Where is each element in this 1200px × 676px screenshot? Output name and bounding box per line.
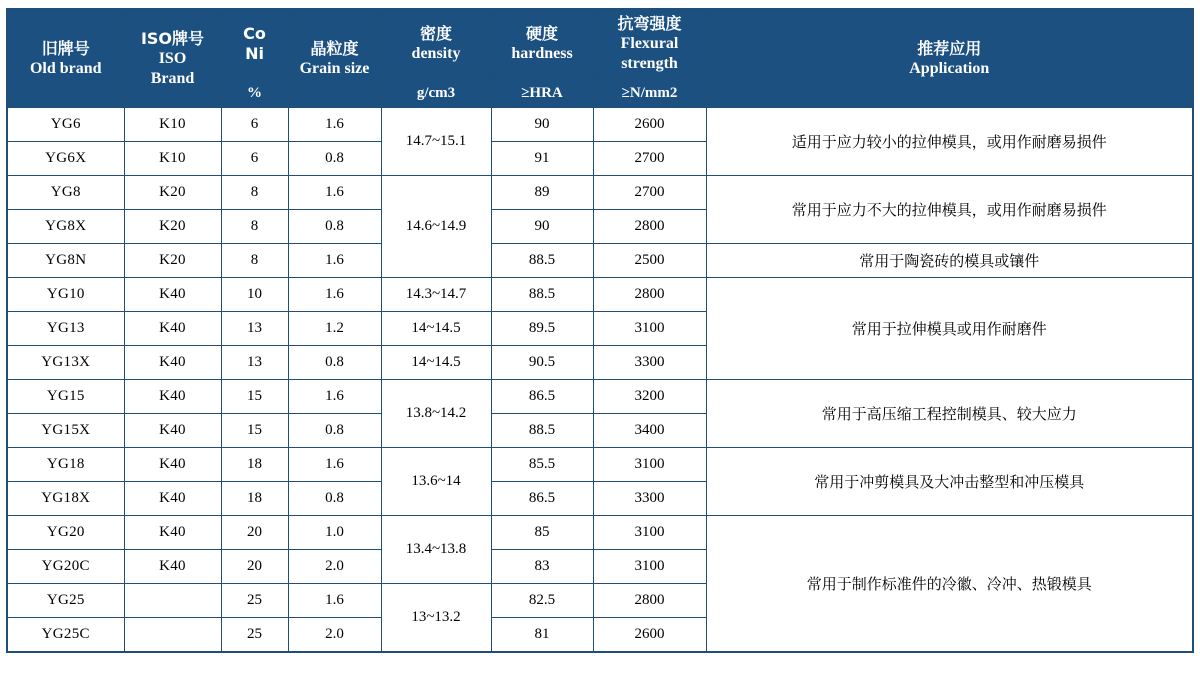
cell-flexural-strength: 3300 bbox=[593, 346, 706, 380]
cell-hardness: 90 bbox=[491, 210, 593, 244]
cell-flexural-strength: 3100 bbox=[593, 550, 706, 584]
table-row bbox=[7, 176, 1193, 210]
cell-density: 14~14.5 bbox=[381, 346, 491, 380]
cell-coni: 8 bbox=[221, 244, 288, 278]
header-hardness bbox=[491, 9, 593, 79]
cell-grain-size: 1.6 bbox=[288, 244, 381, 278]
cell-coni: 13 bbox=[221, 346, 288, 380]
header-application bbox=[706, 9, 1193, 108]
cell-application: 常用于高压缩工程控制模具、较大应力 bbox=[706, 380, 1193, 448]
cell-iso-brand: K40 bbox=[124, 448, 221, 482]
cell-old-brand: YG18X bbox=[7, 482, 124, 516]
cell-hardness: 85.5 bbox=[491, 448, 593, 482]
cell-hardness: 85 bbox=[491, 516, 593, 550]
cell-coni: 8 bbox=[221, 176, 288, 210]
cell-flexural-strength: 2800 bbox=[593, 210, 706, 244]
cell-grain-size: 1.6 bbox=[288, 278, 381, 312]
header-coni-cn: Co bbox=[243, 24, 266, 43]
cell-flexural-strength: 3200 bbox=[593, 380, 706, 414]
cell-coni: 6 bbox=[221, 108, 288, 142]
cell-flexural-strength: 2600 bbox=[593, 108, 706, 142]
cell-old-brand: YG25C bbox=[7, 618, 124, 653]
cell-hardness: 82.5 bbox=[491, 584, 593, 618]
cell-grain-size: 0.8 bbox=[288, 482, 381, 516]
cell-grain-size: 2.0 bbox=[288, 550, 381, 584]
cell-coni: 18 bbox=[221, 482, 288, 516]
cell-iso-brand: K40 bbox=[124, 278, 221, 312]
cell-application: 适用于应力较小的拉伸模具，或用作耐磨易损件 bbox=[706, 108, 1193, 176]
header-row-main bbox=[7, 9, 1193, 79]
cell-density: 14.3~14.7 bbox=[381, 278, 491, 312]
header-flexural-unit: ≥N/mm2 bbox=[593, 79, 706, 108]
cell-density: 14.6~14.9 bbox=[381, 176, 491, 278]
cell-iso-brand: K40 bbox=[124, 346, 221, 380]
header-flexural-en2: strength bbox=[621, 55, 678, 72]
cell-flexural-strength: 2700 bbox=[593, 176, 706, 210]
cell-grain-size: 0.8 bbox=[288, 210, 381, 244]
cell-iso-brand: K10 bbox=[124, 142, 221, 176]
cell-old-brand: YG10 bbox=[7, 278, 124, 312]
cell-application: 常用于应力不大的拉伸模具，或用作耐磨易损件 bbox=[706, 176, 1193, 244]
cell-iso-brand: K20 bbox=[124, 176, 221, 210]
cell-iso-brand: K40 bbox=[124, 482, 221, 516]
header-old-brand-cn: 旧牌号 bbox=[41, 38, 90, 58]
cell-iso-brand bbox=[124, 618, 221, 653]
cell-grain-size: 0.8 bbox=[288, 414, 381, 448]
carbide-grade-table bbox=[6, 8, 1194, 653]
cell-hardness: 81 bbox=[491, 618, 593, 653]
cell-application: 常用于冲剪模具及大冲击整型和冲压模具 bbox=[706, 448, 1193, 516]
cell-coni: 15 bbox=[221, 414, 288, 448]
cell-density: 13~13.2 bbox=[381, 584, 491, 653]
cell-grain-size: 1.6 bbox=[288, 176, 381, 210]
cell-hardness: 86.5 bbox=[491, 380, 593, 414]
header-density-en: density bbox=[411, 45, 461, 62]
cell-iso-brand: K10 bbox=[124, 108, 221, 142]
cell-hardness: 90.5 bbox=[491, 346, 593, 380]
header-old-brand-en: Old brand bbox=[29, 59, 102, 77]
cell-old-brand: YG8N bbox=[7, 244, 124, 278]
header-density-unit: g/cm3 bbox=[381, 79, 491, 108]
cell-grain-size: 1.0 bbox=[288, 516, 381, 550]
cell-old-brand: YG20C bbox=[7, 550, 124, 584]
cell-coni: 25 bbox=[221, 618, 288, 653]
cell-iso-brand: K40 bbox=[124, 414, 221, 448]
header-old-brand bbox=[7, 9, 124, 108]
header-density-cn: 密度 bbox=[419, 24, 452, 43]
cell-grain-size: 1.6 bbox=[288, 448, 381, 482]
cell-hardness: 91 bbox=[491, 142, 593, 176]
header-flexural-strength bbox=[593, 9, 706, 79]
table-row bbox=[7, 108, 1193, 142]
cell-old-brand: YG20 bbox=[7, 516, 124, 550]
cell-application: 常用于拉伸模具或用作耐磨件 bbox=[706, 278, 1193, 380]
header-iso-brand-en2: Brand bbox=[150, 69, 195, 87]
table-header bbox=[7, 9, 1193, 108]
cell-iso-brand: K40 bbox=[124, 380, 221, 414]
cell-flexural-strength: 3100 bbox=[593, 516, 706, 550]
cell-iso-brand: K20 bbox=[124, 244, 221, 278]
cell-grain-size: 0.8 bbox=[288, 142, 381, 176]
cell-old-brand: YG18 bbox=[7, 448, 124, 482]
header-application-cn: 推荐应用 bbox=[917, 38, 982, 58]
header-density bbox=[381, 9, 491, 79]
cell-coni: 15 bbox=[221, 380, 288, 414]
header-coni-cn2: Ni bbox=[245, 44, 264, 63]
cell-flexural-strength: 3100 bbox=[593, 448, 706, 482]
cell-application: 常用于陶瓷砖的模具或镶件 bbox=[706, 244, 1193, 278]
cell-grain-size: 1.6 bbox=[288, 584, 381, 618]
cell-flexural-strength: 2800 bbox=[593, 278, 706, 312]
cell-hardness: 89.5 bbox=[491, 312, 593, 346]
table-row bbox=[7, 278, 1193, 312]
cell-hardness: 86.5 bbox=[491, 482, 593, 516]
cell-coni: 13 bbox=[221, 312, 288, 346]
table-body bbox=[7, 108, 1193, 653]
cell-iso-brand: K40 bbox=[124, 516, 221, 550]
cell-hardness: 88.5 bbox=[491, 414, 593, 448]
cell-coni: 20 bbox=[221, 550, 288, 584]
cell-old-brand: YG15X bbox=[7, 414, 124, 448]
table-row bbox=[7, 380, 1193, 414]
cell-hardness: 90 bbox=[491, 108, 593, 142]
cell-iso-brand bbox=[124, 584, 221, 618]
header-hardness-unit: ≥HRA bbox=[491, 79, 593, 108]
header-coni bbox=[221, 9, 288, 79]
cell-iso-brand: K40 bbox=[124, 550, 221, 584]
header-flexural-cn: 抗弯强度 bbox=[617, 14, 682, 33]
cell-coni: 20 bbox=[221, 516, 288, 550]
cell-flexural-strength: 3300 bbox=[593, 482, 706, 516]
table-row bbox=[7, 516, 1193, 550]
cell-coni: 10 bbox=[221, 278, 288, 312]
header-grain-size bbox=[288, 9, 381, 108]
header-coni-unit: % bbox=[221, 79, 288, 108]
cell-iso-brand: K40 bbox=[124, 312, 221, 346]
cell-old-brand: YG15 bbox=[7, 380, 124, 414]
header-flexural-en: Flexural bbox=[620, 35, 679, 52]
cell-flexural-strength: 2500 bbox=[593, 244, 706, 278]
header-hardness-en: hardness bbox=[511, 45, 573, 62]
cell-old-brand: YG8X bbox=[7, 210, 124, 244]
cell-grain-size: 1.6 bbox=[288, 108, 381, 142]
cell-flexural-strength: 2600 bbox=[593, 618, 706, 653]
cell-flexural-strength: 2800 bbox=[593, 584, 706, 618]
cell-density: 13.4~13.8 bbox=[381, 516, 491, 584]
header-grain-size-cn: 晶粒度 bbox=[310, 38, 359, 58]
cell-coni: 8 bbox=[221, 210, 288, 244]
cell-old-brand: YG13X bbox=[7, 346, 124, 380]
cell-grain-size: 0.8 bbox=[288, 346, 381, 380]
cell-old-brand: YG25 bbox=[7, 584, 124, 618]
cell-flexural-strength: 3100 bbox=[593, 312, 706, 346]
cell-coni: 6 bbox=[221, 142, 288, 176]
header-application-en: Application bbox=[909, 59, 990, 77]
cell-old-brand: YG8 bbox=[7, 176, 124, 210]
cell-flexural-strength: 2700 bbox=[593, 142, 706, 176]
cell-coni: 18 bbox=[221, 448, 288, 482]
cell-hardness: 88.5 bbox=[491, 244, 593, 278]
cell-old-brand: YG6X bbox=[7, 142, 124, 176]
header-iso-brand-en: ISO bbox=[158, 49, 187, 67]
table-row bbox=[7, 244, 1193, 278]
cell-application: 常用于制作标准件的冷徽、冷冲、热锻模具 bbox=[706, 516, 1193, 653]
cell-flexural-strength: 3400 bbox=[593, 414, 706, 448]
cell-old-brand: YG6 bbox=[7, 108, 124, 142]
cell-hardness: 83 bbox=[491, 550, 593, 584]
table-row bbox=[7, 448, 1193, 482]
cell-density: 13.6~14 bbox=[381, 448, 491, 516]
header-hardness-cn: 硬度 bbox=[525, 24, 558, 43]
cell-density: 14.7~15.1 bbox=[381, 108, 491, 176]
header-iso-brand-cn: ISO牌号 bbox=[140, 28, 205, 48]
cell-hardness: 88.5 bbox=[491, 278, 593, 312]
header-iso-brand bbox=[124, 9, 221, 108]
cell-hardness: 89 bbox=[491, 176, 593, 210]
cell-iso-brand: K20 bbox=[124, 210, 221, 244]
header-grain-size-en: Grain size bbox=[299, 59, 370, 77]
cell-coni: 25 bbox=[221, 584, 288, 618]
cell-grain-size: 1.6 bbox=[288, 380, 381, 414]
cell-density: 14~14.5 bbox=[381, 312, 491, 346]
cell-density: 13.8~14.2 bbox=[381, 380, 491, 448]
cell-grain-size: 1.2 bbox=[288, 312, 381, 346]
cell-grain-size: 2.0 bbox=[288, 618, 381, 653]
cell-old-brand: YG13 bbox=[7, 312, 124, 346]
